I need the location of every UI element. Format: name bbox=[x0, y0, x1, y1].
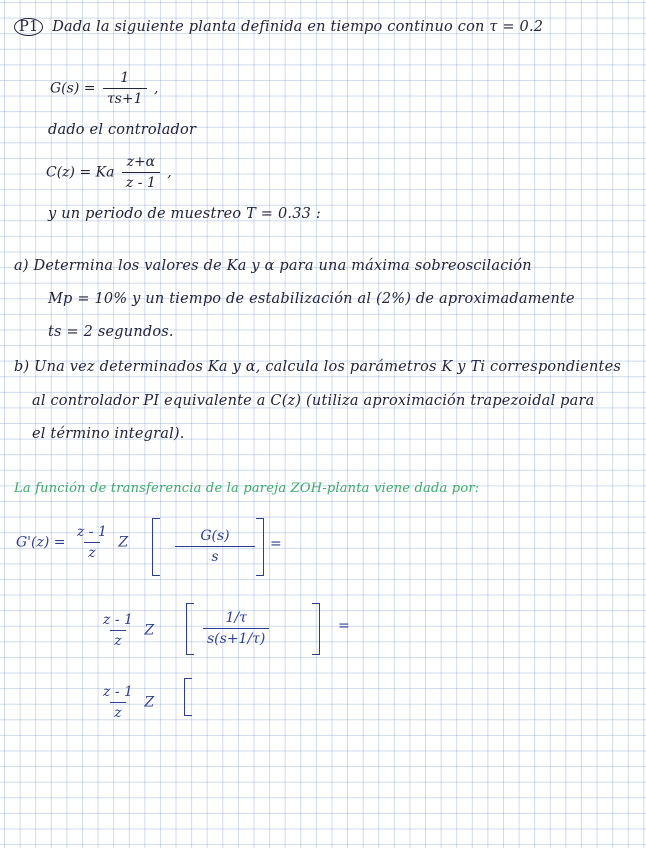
eq3-fraction bbox=[99, 684, 137, 721]
controller-numerator: z+α bbox=[126, 154, 156, 170]
eq2 bbox=[96, 612, 154, 649]
controller-lhs: C(z) = Ka bbox=[46, 164, 115, 181]
part-b-line-2: al controlador PI equivalente a C(z) (utiliza aproximación trapezoidal para bbox=[32, 393, 595, 409]
plant-numerator: 1 bbox=[120, 70, 130, 86]
eq1-fraction bbox=[73, 524, 111, 561]
part-a-line-1: a) Determina los valores de Ka y α para una máxima sobreoscilación bbox=[14, 258, 532, 274]
controller-comma: , bbox=[167, 164, 172, 181]
controller-equation bbox=[46, 154, 172, 191]
controller-denominator: z - 1 bbox=[122, 172, 160, 191]
eq3 bbox=[96, 684, 154, 721]
eq2-equals: = bbox=[338, 618, 350, 634]
plant-equation bbox=[50, 70, 158, 107]
eq1 bbox=[16, 524, 128, 561]
eq2-right-bracket bbox=[312, 603, 320, 655]
plant-denominator: τs+1 bbox=[103, 88, 147, 107]
eq1-inner bbox=[172, 528, 258, 565]
eq3-left-bracket bbox=[184, 678, 192, 716]
problem-intro bbox=[14, 18, 632, 36]
eq1-right-bracket bbox=[256, 518, 264, 576]
part-a-line-2: Mp = 10% y un tiempo de estabilización al (2%) de aproximadamente bbox=[48, 291, 575, 307]
part-b-line-3: el término integral). bbox=[32, 426, 185, 442]
eq1-equals: = bbox=[270, 536, 282, 552]
eq2-inner-numerator: 1/τ bbox=[225, 610, 247, 626]
eq2-inner bbox=[200, 610, 272, 647]
controller-intro: dado el controlador bbox=[48, 122, 197, 138]
eq1-denominator: z bbox=[84, 542, 99, 561]
part-b-line-1: b) Una vez determinados Ka y α, calcula los parámetros K y Ti correspondientes bbox=[14, 359, 621, 375]
sampling-period: y un periodo de muestreo T = 0.33 : bbox=[48, 206, 321, 222]
eq1-inner-denominator: s bbox=[175, 546, 255, 565]
eq1-lhs: G'(z) = bbox=[16, 534, 66, 551]
solution-heading: La función de transferencia de la pareja ZOH-planta viene dada por: bbox=[14, 481, 480, 496]
eq3-z-operator: Z bbox=[144, 694, 155, 711]
problem-label: P1 bbox=[14, 18, 43, 36]
eq3-numerator: z - 1 bbox=[103, 684, 133, 700]
eq2-left-bracket bbox=[186, 603, 194, 655]
eq1-inner-fraction bbox=[175, 528, 255, 565]
eq1-numerator: z - 1 bbox=[76, 524, 107, 540]
controller-fraction bbox=[122, 154, 160, 191]
eq2-inner-fraction bbox=[203, 610, 269, 647]
eq1-left-bracket bbox=[152, 518, 160, 576]
eq2-fraction bbox=[99, 612, 137, 649]
eq2-denominator: z bbox=[110, 630, 125, 649]
plant-comma: , bbox=[153, 80, 159, 97]
eq2-z-operator: Z bbox=[144, 622, 155, 639]
eq2-numerator: z - 1 bbox=[103, 612, 133, 628]
eq3-denominator: z bbox=[110, 702, 125, 721]
eq1-inner-numerator: G(s) bbox=[200, 528, 230, 544]
problem-intro-text: Dada la siguiente planta definida en tiempo continuo con τ = 0.2 bbox=[52, 19, 544, 35]
eq2-inner-denominator: s(s+1/τ) bbox=[203, 628, 269, 647]
eq1-z-operator: Z bbox=[118, 534, 129, 551]
plant-lhs: G(s) = bbox=[50, 80, 96, 97]
part-a-line-3: ts = 2 segundos. bbox=[48, 324, 174, 340]
plant-fraction bbox=[103, 70, 147, 107]
